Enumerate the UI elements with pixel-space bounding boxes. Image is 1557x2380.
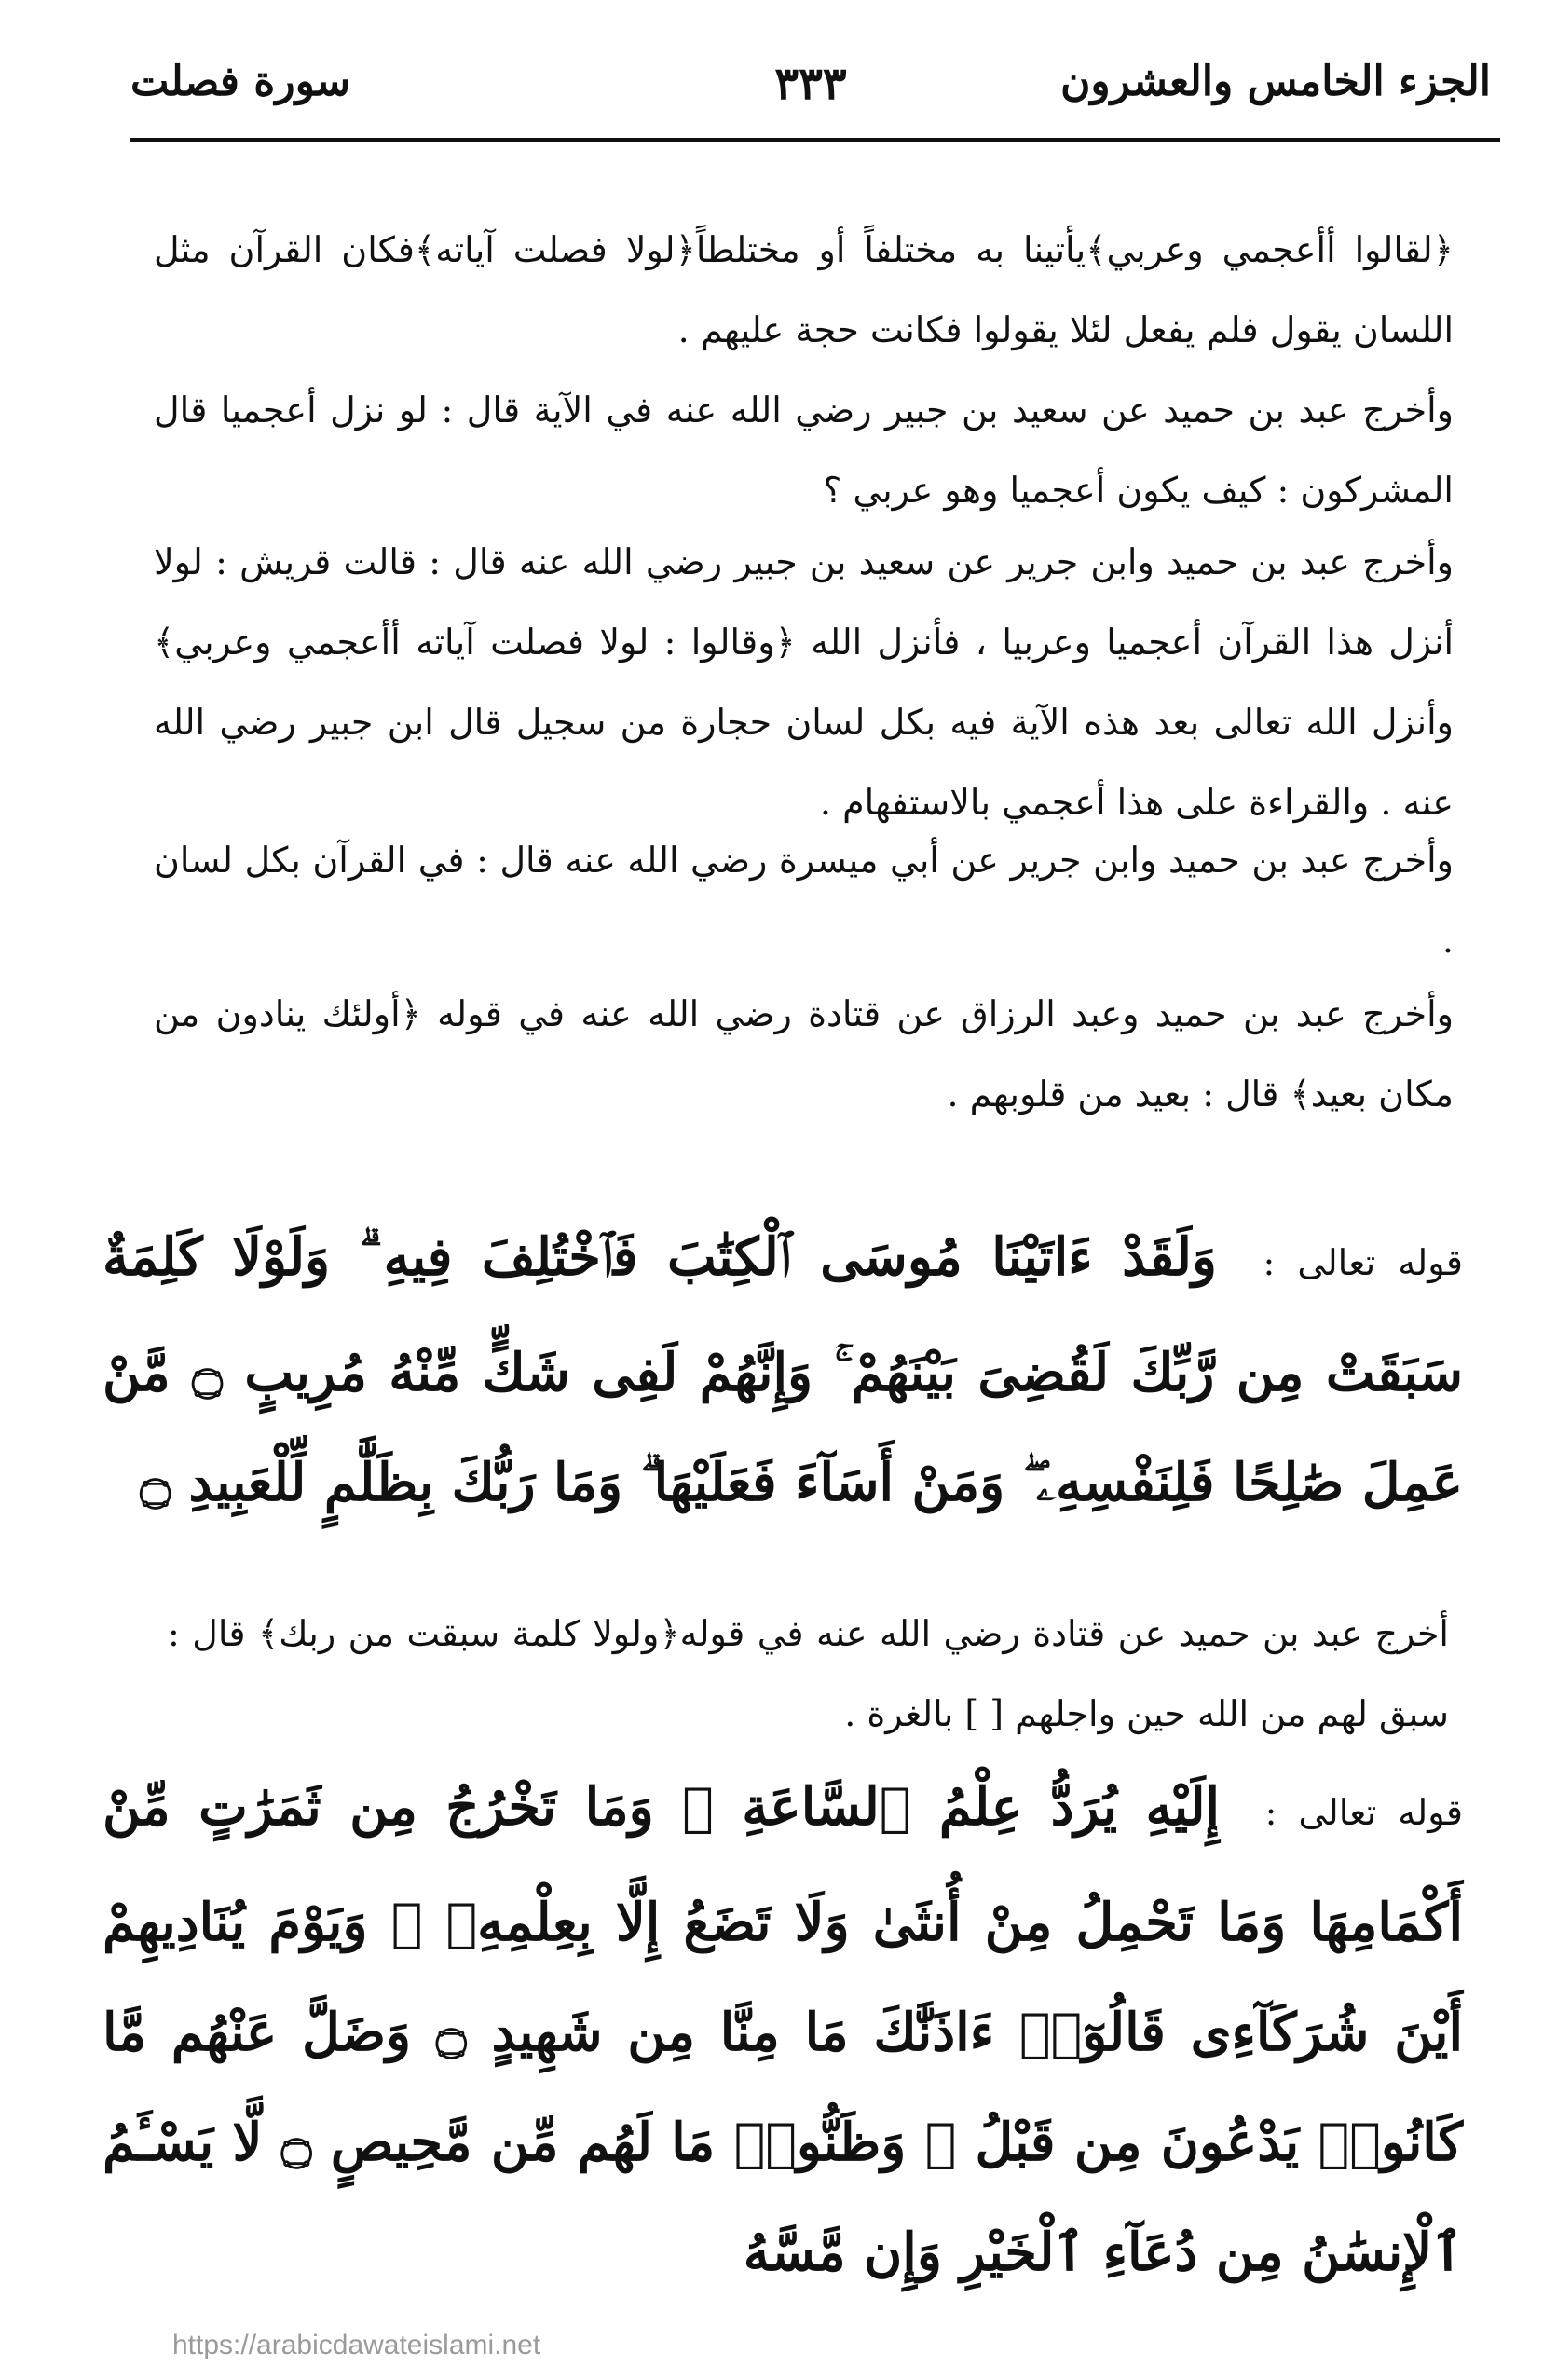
- watermark-url: https://arabicdawateislami.net: [172, 2330, 541, 2360]
- part-title: الجزء الخامس والعشرون: [1060, 58, 1491, 105]
- commentary-paragraph-5: وأخرج عبد بن حميد وعبد الرزاق عن قتادة رضي الله عنه في قوله ﴿أولئك ينادون من مكان بعيد﴾ قال : بعيد من قلوبهم .: [154, 993, 1454, 1115]
- running-header: [130, 58, 1491, 123]
- page-number: ٣٣٣: [774, 58, 847, 110]
- quran-verse-block-2: [102, 1752, 1463, 2307]
- commentary-paragraph-2: وأخرج عبد بن حميد عن سعيد بن جبير رضي الله عنه في الآية قال : لو نزل أعجميا قال المشركون : كيف يكون أعجميا وهو عربي ؟: [154, 390, 1454, 511]
- verse-intro-label: قوله تعالى :: [1263, 1242, 1463, 1283]
- commentary-paragraph-4: وأخرج عبد بن حميد وابن جرير عن أبي ميسرة رضي الله عنه قال : في القرآن بكل لسان .: [154, 840, 1454, 961]
- surah-title: سورة فصلت: [130, 58, 351, 105]
- quran-verse-text: وَلَقَدْ ءَاتَيْنَا مُوسَى ٱلْكِتَٰبَ فَٱخْتُلِفَ فِيهِ ۗ وَلَوْلَا كَلِمَةٌ سَبَقَتْ مِن رَّبِّكَ لَقُضِىَ بَيْنَهُمْ ۚ وَإِنَّهُمْ لَفِى شَكٍّ مِّنْهُ مُرِيبٍ ۝ مَّنْ عَمِلَ صَٰلِحًا فَلِنَفْسِهِۦ ۖ وَمَنْ أَسَآءَ فَعَلَيْهَا ۗ وَمَا رَبُّكَ بِظَلَّٰمٍ لِّلْعَبِيدِ ۝: [102, 1226, 1463, 1513]
- header-divider: [130, 138, 1500, 142]
- quran-verse-text: إِلَيْهِ يُرَدُّ عِلْمُ ٱلسَّاعَةِ ۚ وَمَا تَخْرُجُ مِن ثَمَرَٰتٍ مِّنْ أَكْمَامِهَا وَمَا تَحْمِلُ مِنْ أُنثَىٰ وَلَا تَضَعُ إِلَّا بِعِلْمِهِۦ ۚ وَيَوْمَ يُنَادِيهِمْ أَيْنَ شُرَكَآءِى قَالُوٓا۟ ءَاذَنَّٰكَ مَا مِنَّا مِن شَهِيدٍ ۝ وَضَلَّ عَنْهُم مَّا كَانُوا۟ يَدْعُونَ مِن قَبْلُ ۖ وَظَنُّوا۟ مَا لَهُم مِّن مَّحِيصٍ ۝ لَّا يَسْـَٔمُ ٱلْإِنسَٰنُ مِن دُعَآءِ ٱلْخَيْرِ وَإِن مَّسَّهُ: [102, 1776, 1464, 2283]
- quran-verse-block-1: [102, 1202, 1463, 1538]
- commentary-paragraph-1: ﴿لقالوا أأعجمي وعربي﴾يأتينا به مختلفاً أو مختلطاً﴿لولا فصلت آياته﴾فكان القرآن مثل اللسان يقول فلم يفعل لئلا يقولوا فكانت حجة عليهم .: [154, 229, 1454, 350]
- commentary-paragraph-3: وأخرج عبد بن حميد وابن جرير عن سعيد بن جبير رضي الله عنه قال : قالت قريش : لولا أنزل هذا القرآن أعجميا وعربيا ، فأنزل الله ﴿وقالوا : لولا فصلت آياته أأعجمي وعربي﴾ وأنزل الله تعالى بعد هذه الآية فيه بكل لسان حجارة من سجيل قال ابن جبير رضي الله عنه . والقراءة على هذا أعجمي بالاستفهام .: [154, 541, 1454, 823]
- commentary-paragraph-6: أخرج عبد بن حميد عن قتادة رضي الله عنه في قوله﴿ولولا كلمة سبقت من ربك﴾ قال : سبق لهم من الله حين واجلهم [ ] بالغرة .: [168, 1613, 1449, 1734]
- verse-intro-label: قوله تعالى :: [1264, 1792, 1463, 1833]
